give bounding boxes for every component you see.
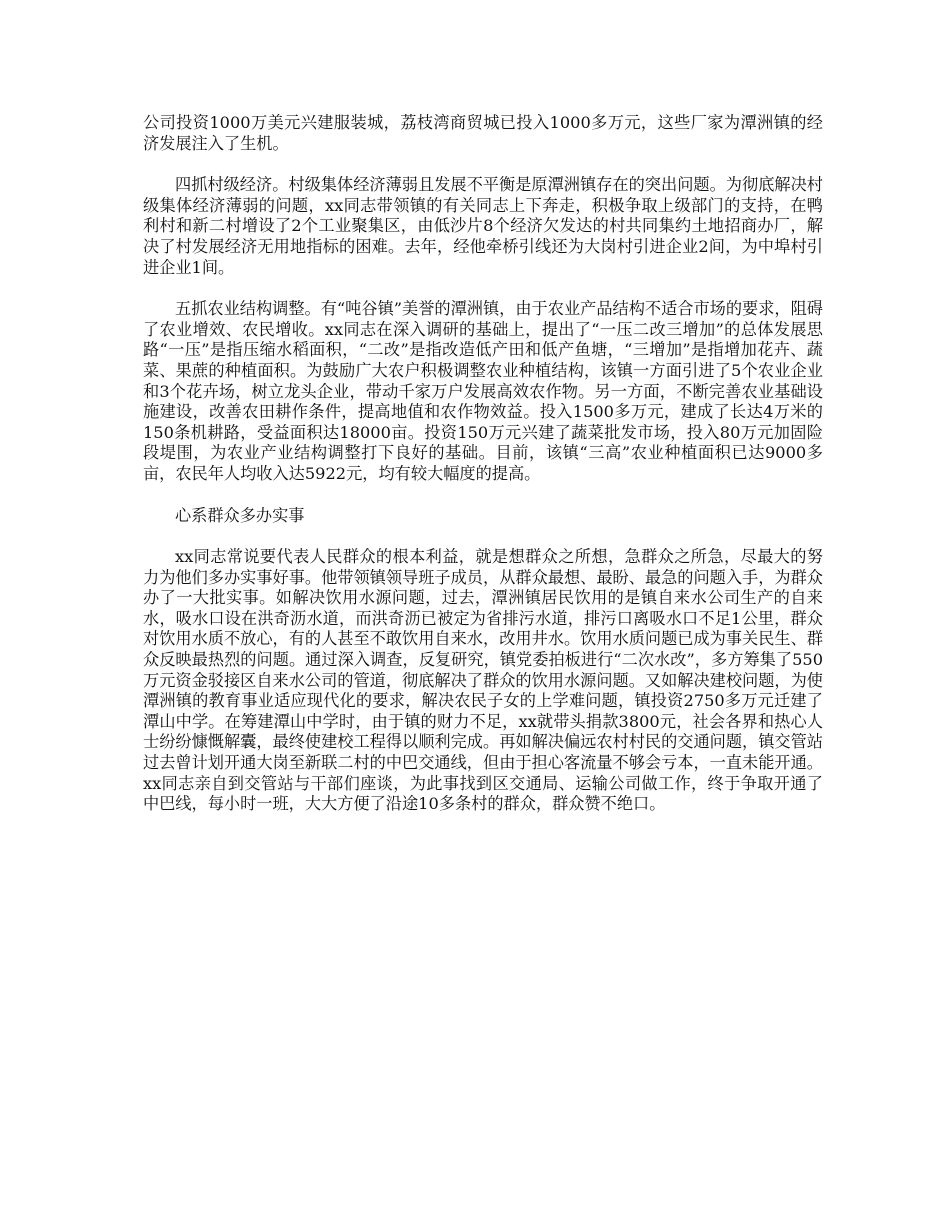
- paragraph-serve-people: xx同志常说要代表人民群众的根本利益，就是想群众之所想，急群众之所急，尽最大的努力为他们多办实事好事。他带领镇领导班子成员，从群众最想、最盼、最急的问题入手，为群众办了一大批实事。如解决饮用水源问题，过去，潭洲镇居民饮用的是镇自来水公司生产的自来水，吸水口设在洪奇沥水道，而洪奇沥已被定为省排污水道，排污口离吸水口不足1公里，群众对饮用水质不放心，有的人甚至不敢饮用自来水，改用井水。饮用水质问题已成为事关民生、群众反映最热烈的问题。通过深入调查，反复研究，镇党委拍板进行“二次水改”，多方筹集了550万元资金驳接区自来水公司的管道，彻底解决了群众的饮用水源问题。又如解决建校问题，为使潭洲镇的教育事业适应现代化的要求，解决农民子女的上学难问题，镇投资2750多万元迁建了潭山中学。在筹建潭山中学时，由于镇的财力不足，xx就带头捐款3800元，社会各界和热心人士纷纷慷慨解囊，最终使建校工程得以顺利完成。再如解决偏远农村村民的交通问题，镇交管站过去曾计划开通大岗至新联二村的中巴交通线，但由于担心客流量不够会亏本，一直未能开通。xx同志亲自到交管站与干部们座谈，为此事找到区交通局、运输公司做工作，终于争取开通了中巴线，每小时一班，大大方便了沿途10多条村的群众，群众赞不绝口。: [143, 547, 823, 814]
- paragraph-continuation: 公司投资1000万美元兴建服装城，荔枝湾商贸城已投入1000多万元，这些厂家为潭洲镇的经济发展注入了生机。: [143, 113, 823, 153]
- paragraph-village-economy: 四抓村级经济。村级集体经济薄弱且发展不平衡是原潭洲镇存在的突出问题。为彻底解决村级集体经济薄弱的问题，xx同志带领镇的有关同志上下奔走，积极争取上级部门的支持，在鸭利村和新二村增设了2个工业聚集区，由低沙片8个经济欠发达的村共同集约土地招商办厂，解决了村发展经济无用地指标的困难。去年，经他牵桥引线还为大岗村引进企业2间，为中埠村引进企业1间。: [143, 175, 823, 277]
- section-heading: 心系群众多办实事: [175, 505, 305, 525]
- paragraph-agriculture-structure: 五抓农业结构调整。有“吨谷镇”美誉的潭洲镇，由于农业产品结构不适合市场的要求，阻碍了农业增效、农民增收。xx同志在深入调研的基础上，提出了“一压二改三增加”的总体发展思路“一压”是指压缩水稻面积，“二改”是指改造低产田和低产鱼塘，“三增加”是指增加花卉、蔬菜、果蔗的种植面积。为鼓励广大农户积极调整农业种植结构，该镇一方面引进了5个农业企业和3个花卉场，树立龙头企业，带动千家万户发展高效农作物。另一方面，不断完善农业基础设施建设，改善农田耕作条件，提高地值和农作物效益。投入1500多万元，建成了长达4万米的150条机耕路，受益面积达18000亩。投资150万元兴建了蔬菜批发市场，投入80万元加固险段堤围，为农业产业结构调整打下良好的基础。目前，该镇“三高”农业种植面积已达9000多亩，农民年人均收入达5922元，均有较大幅度的提高。: [143, 299, 823, 483]
- document-page: [143, 113, 823, 836]
